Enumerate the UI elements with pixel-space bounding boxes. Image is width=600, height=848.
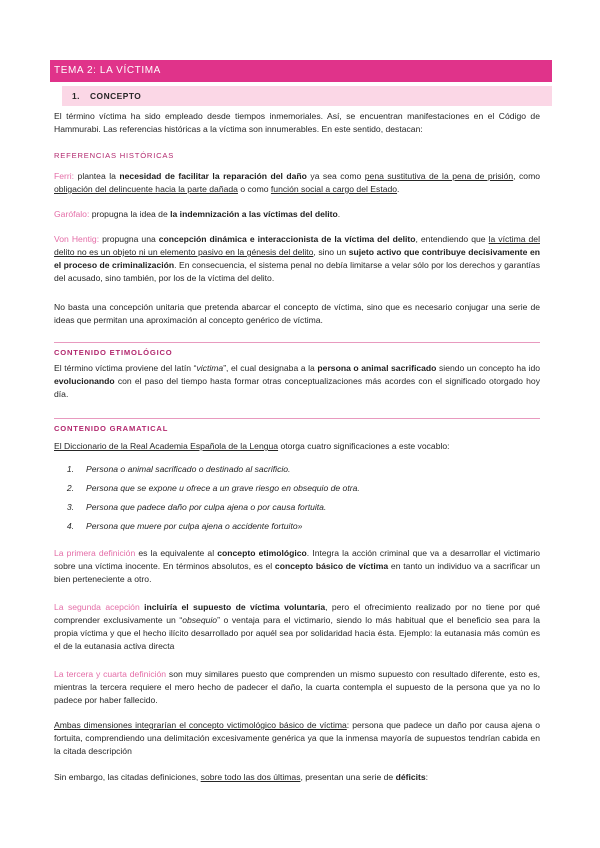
grammatical-lead: El Diccionario de la Real Academia Española de la Lengua otorga cuatro significaciones a este vocablo: <box>54 441 450 451</box>
chapter-banner <box>50 60 552 82</box>
chapter-title: TEMA 2: LA VÍCTIMA <box>54 65 161 76</box>
first-definition-paragraph: La primera definición es la equivalente al concepto etimológico. Integra la acción criminal que va a desarrollar el victimario sobre una víctima inocente. En términos absolutos, es el concepto básico de víctima en tanto un individuo va a sacrificar un bien perteneciente a otro. <box>54 548 541 585</box>
garofalo-paragraph: Garófalo: propugna la idea de la indemnización a las víctimas del delito. <box>54 209 341 219</box>
third-fourth-definition-paragraph: La tercera y cuarta definición son muy similares puesto que comprenden un mismo supuesto con resultado diferente, esto es, mientras la tercera requiere el mero hecho de padecer el daño, la cuarta contempla el supuesto de la persona que ya no lo padece por haber fallecido. <box>54 669 540 706</box>
deficits-paragraph: Sin embargo, las citadas definiciones, sobre todo las dos últimas, presentan una serie de déficits: <box>54 772 429 782</box>
intro-paragraph: El término víctima ha sido empleado desde tiempos inmemoriales. Así, se encuentran manifestaciones en el Código de Hammurabi. Las referencias históricas a la víctima son innumerables. En este sentido, destacan: <box>54 111 540 135</box>
divider <box>54 418 540 419</box>
author-name: Ferri <box>54 171 72 181</box>
list-item: 1. Persona o animal sacrificado o destinado al sacrificio. <box>66 464 291 474</box>
divider <box>54 342 540 343</box>
dimensions-paragraph: Ambas dimensiones integrarían el concepto victimológico básico de víctima: persona que padece un daño por causa ajena o fortuita, comprendiendo una delimitación excesivamente genérica ya que la inmensa mayoría de supuestos tendrían cabida en la citada descripción <box>54 720 540 757</box>
list-item: 4. Persona que muere por culpa ajena o accidente fortuito» <box>66 521 303 531</box>
etymology-paragraph: El término víctima proviene del latín “victima”, el cual designaba a la persona o animal sacrificado siendo un concepto ha ido evolucionando con el paso del tiempo hasta formar otras conceptualizaciones más acordes con el significado otorgado hoy día. <box>54 363 541 400</box>
author-name: Garófalo <box>54 209 87 219</box>
ferri-paragraph: Ferri: plantea la necesidad de facilitar la reparación del daño ya sea como pena sustitutiva de la pena de prisión, como obligación del delincuente hacia la parte dañada o como función social a cargo del Estado. <box>54 171 541 195</box>
author-name: Von Hentig <box>54 234 97 244</box>
list-item: 3. Persona que padece daño por culpa ajena o por causa fortuita. <box>66 502 327 512</box>
second-definition-paragraph: La segunda acepción incluiría el supuesto de víctima voluntaria, pero el ofrecimiento realizado por no tiene por qué comprender exclusivamente un “obsequio” o ventaja para el victimario, siendo lo más habitual que el beneficio sea para la propia víctima y que el hecho ilícito desarrollado por aquél sea por solidaridad hacia ésta. Ejemplo: la eutanasia más común es el de la eutanasia activa directa <box>54 602 541 652</box>
definition-list <box>54 460 540 536</box>
historical-closing: No basta una concepción unitaria que pretenda abarcar el concepto de víctima, sino que es necesario conjugar una serie de ideas que permitan una aproximación al concepto genérico de víctima. <box>54 302 540 326</box>
section-title: CONCEPTO <box>90 91 142 101</box>
hentig-paragraph: Von Hentig: propugna una concepción dinámica e interaccionista de la víctima del delito, entendiendo que la víctima del delito no es un objeto ni un elemento pasivo en la génesis del delito, sino un sujeto activo que contribuye decisivamente en el proceso de criminalización. En consecuencia, el sistema penal no debía limitarse a velar sólo por los derechos y garantías del acusado, sino también, por los de la víctima del delito. <box>54 234 541 284</box>
grammatical-title: CONTENIDO GRAMATICAL <box>54 424 169 433</box>
section-number: 1. <box>72 91 80 101</box>
historical-title: REFERENCIAS HISTÓRICAS <box>54 151 175 160</box>
section-heading <box>62 86 552 106</box>
etymology-title: CONTENIDO ETIMOLÓGICO <box>54 348 173 357</box>
list-item: 2. Persona que se expone u ofrece a un grave riesgo en obsequio de otra. <box>66 483 360 493</box>
